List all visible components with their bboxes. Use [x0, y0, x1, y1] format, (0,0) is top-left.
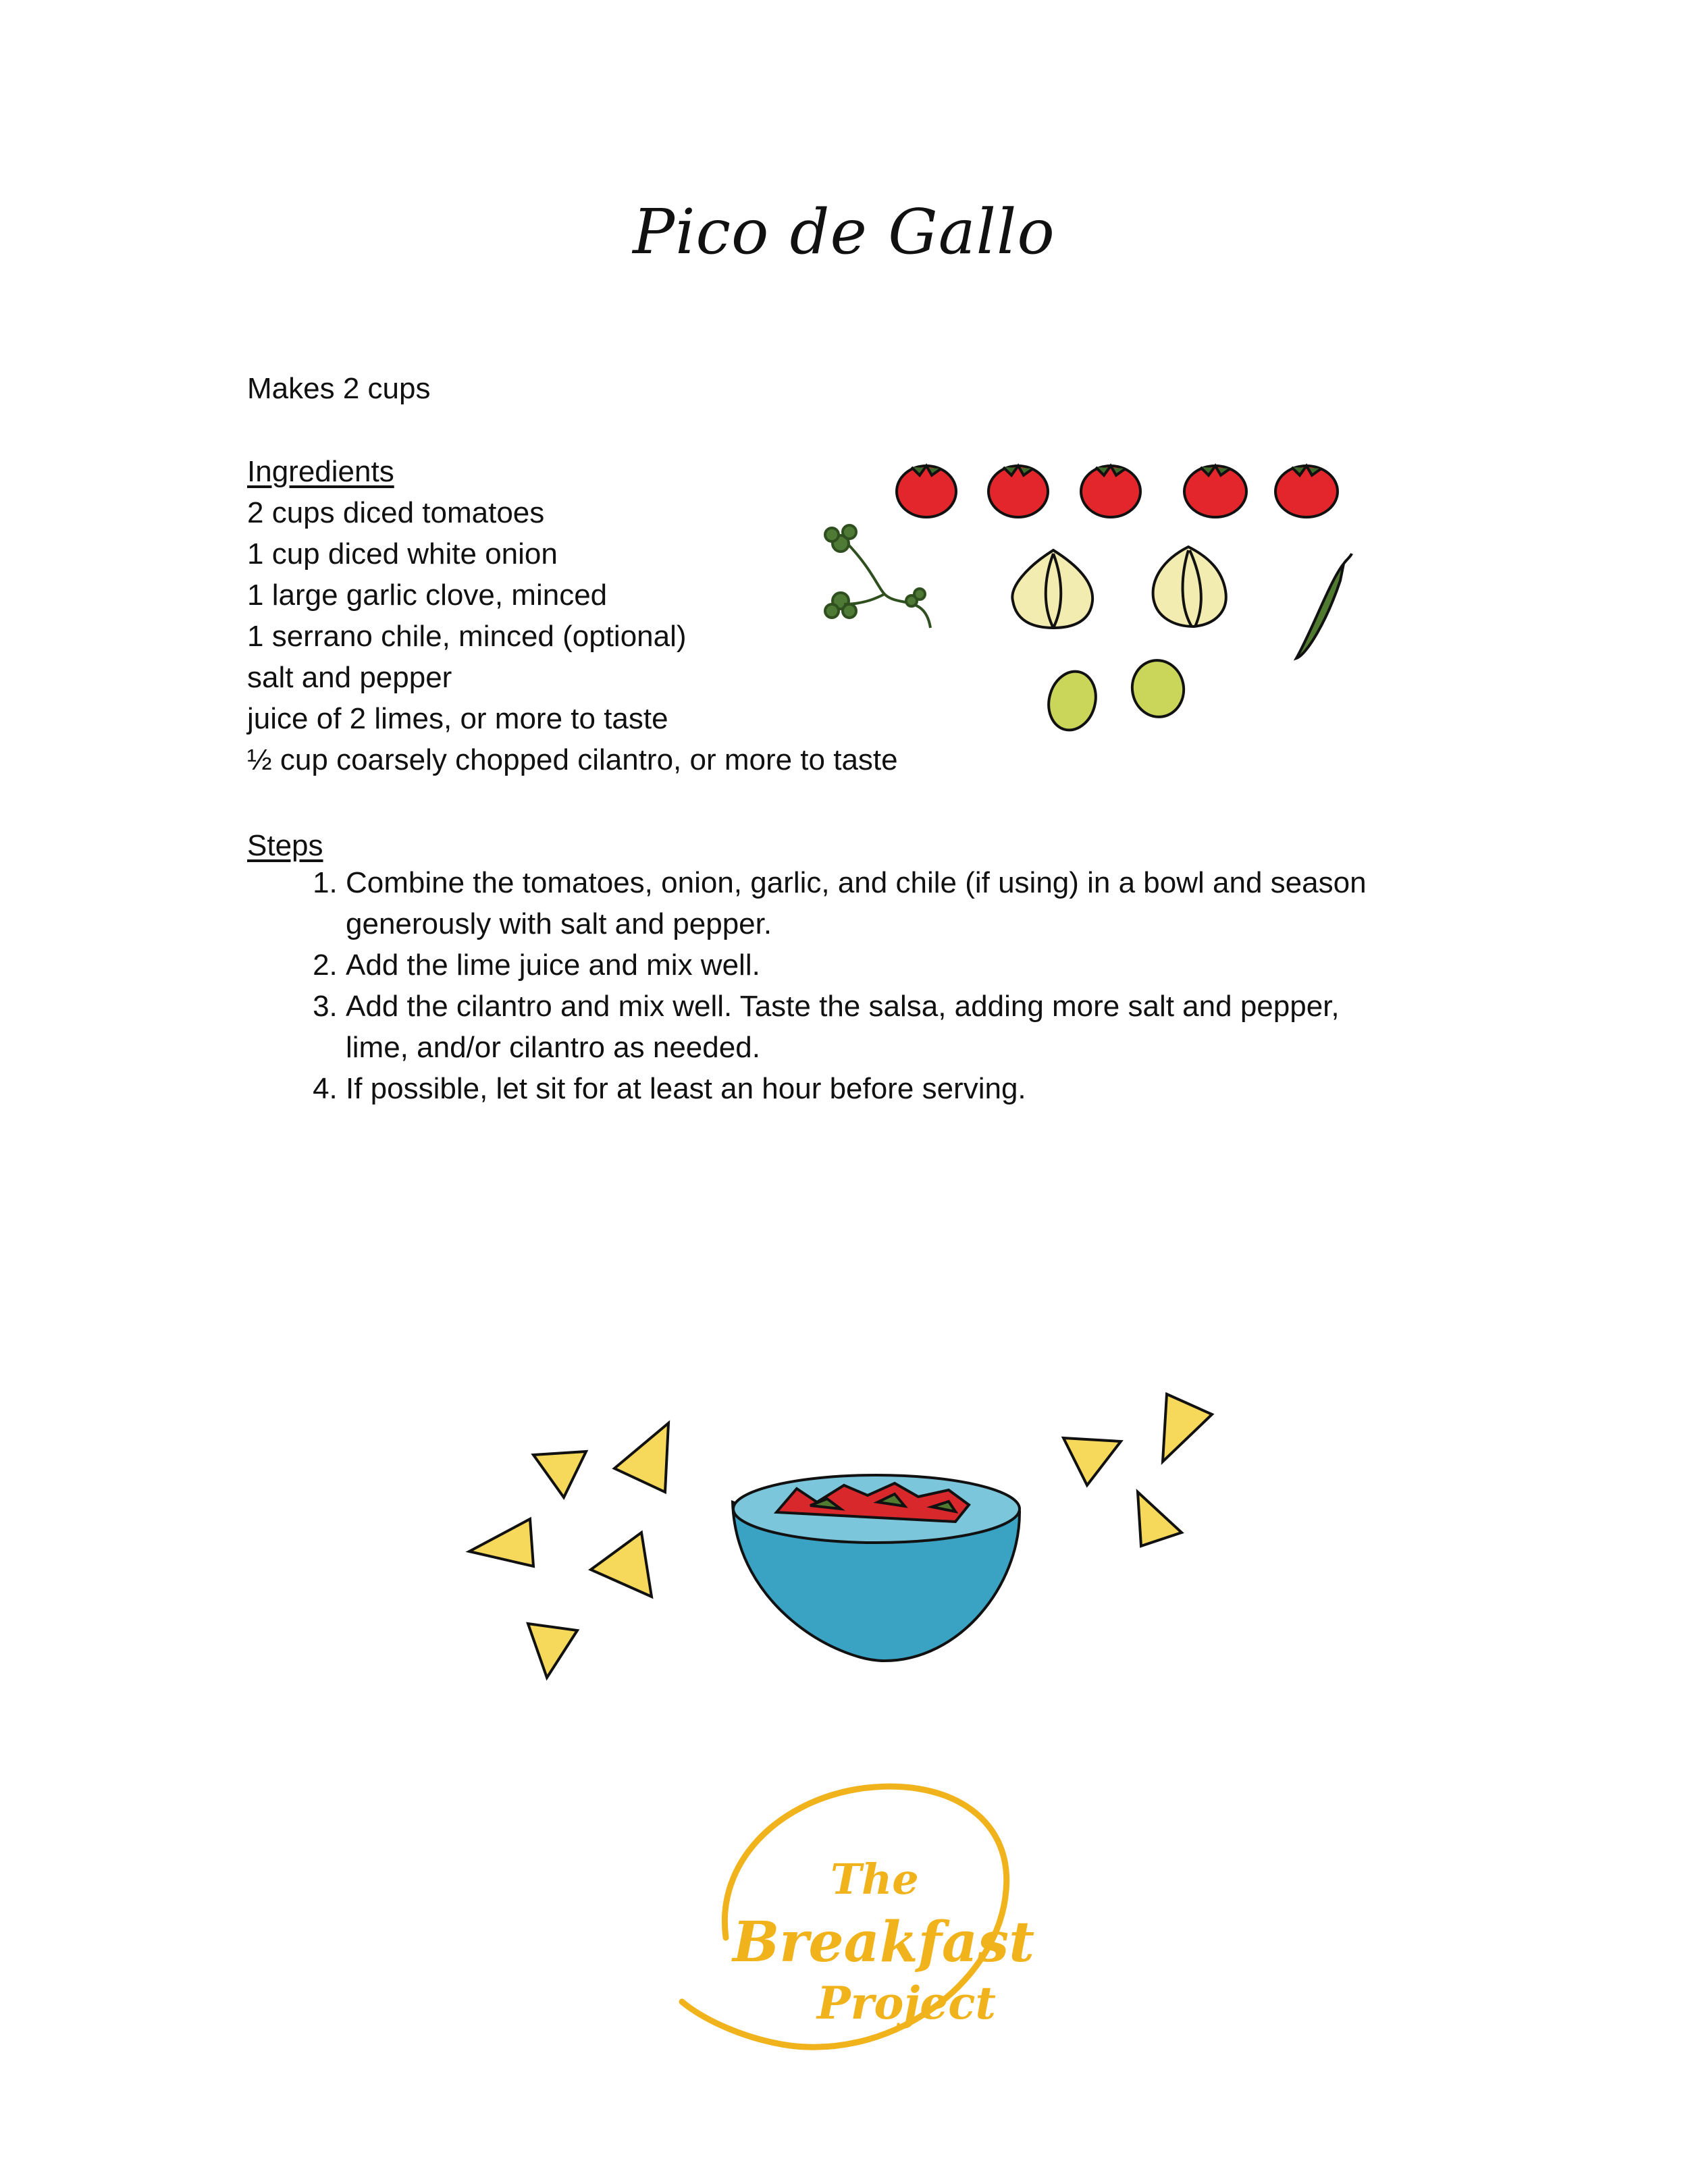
- lime-icon: [1128, 656, 1188, 721]
- onions-illustration: [1012, 547, 1225, 628]
- tomato-icon: [1275, 466, 1338, 517]
- tomato-icon: [1184, 466, 1246, 517]
- onion-icon: [1012, 550, 1092, 628]
- chip-icon: [533, 1451, 586, 1497]
- breakfast-project-logo: [682, 1786, 1034, 2047]
- salsa-bowl-icon: [733, 1475, 1020, 1661]
- ingredient-item: ½ cup coarsely chopped cilantro, or more to taste: [247, 743, 898, 776]
- chip-icon: [528, 1624, 577, 1678]
- step-item: 1. Combine the tomatoes, onion, garlic, and chile (if using) in a bowl and season generously with salt and pepper.: [346, 862, 1408, 944]
- chip-icon: [469, 1519, 533, 1566]
- tomatoes-illustration: [897, 466, 1338, 517]
- step-item: 2. Add the lime juice and mix well.: [346, 944, 1408, 986]
- chip-icon: [1138, 1492, 1182, 1546]
- step-item: 4. If possible, let sit for at least an hour before serving.: [346, 1068, 1408, 1109]
- chip-icon: [591, 1533, 652, 1597]
- lime-icon: [1043, 666, 1102, 736]
- ingredient-item: juice of 2 limes, or more to taste: [247, 702, 668, 735]
- ingredient-item: 1 cup diced white onion: [247, 537, 558, 570]
- logo-line-3: Project: [817, 1977, 996, 2029]
- chip-icon: [614, 1423, 668, 1492]
- tomato-icon: [988, 466, 1048, 517]
- cilantro-icon: [825, 525, 930, 628]
- recipe-title: Pico de Gallo: [633, 196, 1055, 268]
- limes-illustration: [1043, 656, 1188, 735]
- recipe-yield: Makes 2 cups: [247, 372, 431, 405]
- chile-icon: [1296, 554, 1352, 658]
- tomato-icon: [1081, 466, 1140, 517]
- chip-icon: [1163, 1394, 1212, 1462]
- ingredients-heading: Ingredients: [247, 455, 394, 488]
- onion-icon: [1153, 547, 1226, 627]
- step-item: 3. Add the cilantro and mix well. Taste the salsa, adding more salt and pepper, lime, and/or cilantro as needed.: [346, 986, 1408, 1068]
- chip-icon: [1063, 1438, 1121, 1485]
- logo-line-2: Breakfast: [733, 1910, 1035, 1975]
- logo-line-1: The: [830, 1855, 919, 1904]
- tomato-icon: [897, 466, 956, 517]
- ingredient-item: 1 large garlic clove, minced: [247, 579, 608, 612]
- steps-heading: Steps: [247, 829, 323, 862]
- ingredient-item: salt and pepper: [247, 661, 452, 694]
- ingredient-item: 2 cups diced tomatoes: [247, 496, 545, 529]
- ingredient-item: 1 serrano chile, minced (optional): [247, 620, 687, 653]
